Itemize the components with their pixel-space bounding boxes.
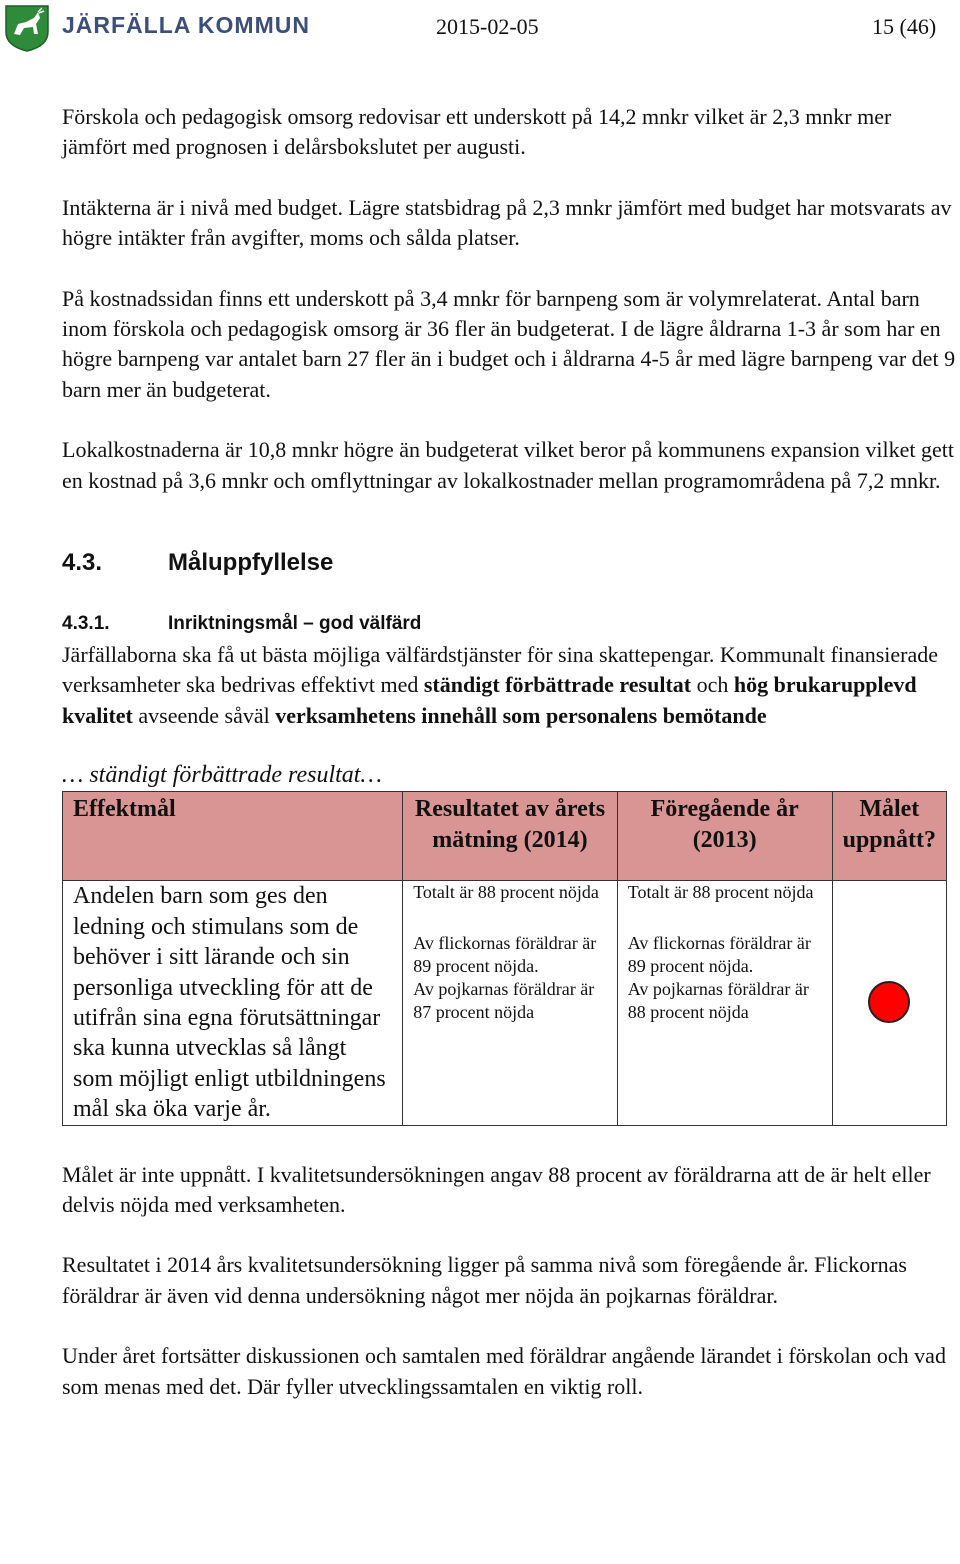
paragraph: Resultatet i 2014 års kvalitetsundersökning ligger på samma nivå som föregående år. Flickornas föräldrar är även vid denna undersökning något mer nöjda än pojkarnas föräldrar. bbox=[62, 1252, 907, 1308]
effect-goal-description: Andelen barn som ges den ledning och stimulans som de behöver i sitt lärande och sin personliga utveckling för att de utifrån sina egna förutsättningar ska kunna utvecklas så långt som möjligt enligt utbildningens mål ska öka varje år. bbox=[63, 881, 403, 1125]
current-result-cell bbox=[403, 881, 618, 1125]
table-subheading: … ständigt förbättrade resultat… bbox=[62, 762, 382, 789]
previous-total: Totalt är 88 procent nöjda bbox=[627, 882, 814, 903]
municipal-crest-logo bbox=[4, 4, 50, 52]
current-girls: Av flickornas föräldrar är 89 procent nöjda. bbox=[413, 933, 597, 977]
goal-text: Järfällaborna ska få ut bästa möjliga välfärdstjänster för sina skattepengar. Kommunalt finansierade verksamheter ska bedrivas effektivt med bbox=[62, 642, 939, 698]
goal-emphasis: verksamhetens innehåll som personalens bemötande bbox=[275, 702, 767, 728]
subsection-heading bbox=[62, 612, 957, 636]
brand-name: JÄRFÄLLA KOMMUN bbox=[62, 12, 310, 38]
section-title: Måluppfyllelse bbox=[168, 549, 334, 577]
paragraph: Förskola och pedagogisk omsorg redovisar ett underskott på 14,2 mnkr vilket är 2,3 mnkr mer jämfört med prognosen i delårsbokslutet per augusti. bbox=[62, 104, 892, 160]
subsection-number: 4.3.1. bbox=[62, 613, 110, 635]
page-number: 15 (46) bbox=[872, 14, 937, 39]
paragraph: Lokalkostnaderna är 10,8 mnkr högre än budgeterat vilket beror på kommunens expansion vilket gett en kostnad på 3,6 mnkr och omflyttningar av lokalkostnader mellan programområdena på 7,2 mnkr. bbox=[62, 437, 954, 493]
section-heading bbox=[62, 548, 957, 578]
goal-text: och bbox=[691, 672, 734, 698]
page-header bbox=[0, 0, 960, 60]
paragraph: Intäkterna är i nivå med budget. Lägre statsbidrag på 2,3 mnkr jämfört med budget har motsvarats av högre intäkter från avgifter, moms och sålda platser. bbox=[62, 194, 952, 251]
column-header: Resultatet av årets mätning (2014) bbox=[403, 792, 618, 881]
table-row bbox=[63, 881, 947, 1125]
effect-goal-table bbox=[62, 791, 947, 1125]
goal-text: avseende såväl bbox=[132, 702, 276, 728]
section-number: 4.3. bbox=[62, 549, 103, 577]
previous-result-cell bbox=[617, 881, 832, 1125]
document-date: 2015-02-05 bbox=[436, 14, 539, 39]
table-header-row bbox=[63, 792, 947, 881]
current-boys: Av pojkarnas föräldrar är 87 procent nöjda bbox=[413, 979, 595, 1023]
subsection-title: Inriktningsmål – god välfärd bbox=[168, 613, 422, 635]
paragraph: På kostnadssidan finns ett underskott på 3,4 mnkr för barnpeng som är volymrelaterat. Antal barn inom förskola och pedagogisk omsorg är 36 fler än budgeterat. I de lägre åldrarna 1-3 år som har en högre barnpeng var antalet barn 27 fler än i budget och i åldrarna 4-5 år med lägre barnpeng var det 9 barn mer än budgeterat. bbox=[62, 285, 956, 402]
previous-boys: Av pojkarnas föräldrar är 88 procent nöjda bbox=[627, 979, 809, 1023]
goal-emphasis: hög brukarupplevd kvalitet bbox=[62, 672, 917, 728]
goal-emphasis: ständigt förbättrade resultat bbox=[423, 672, 692, 698]
column-header: Målet uppnått? bbox=[832, 792, 946, 881]
column-header: Föregående år (2013) bbox=[617, 792, 832, 881]
current-total: Totalt är 88 procent nöjda bbox=[413, 882, 599, 903]
paragraph: Under året fortsätter diskussionen och samtalen med föräldrar angående lärandet i förskolan och vad som menas med det. Där fyller utvecklingssamtalen en viktig roll. bbox=[62, 1343, 946, 1399]
previous-girls: Av flickornas föräldrar är 89 procent nöjda. bbox=[627, 933, 811, 977]
column-header: Effektmål bbox=[63, 792, 403, 881]
goal-status-cell bbox=[832, 881, 946, 1125]
paragraph: Målet är inte uppnått. I kvalitetsundersökningen angav 88 procent av föräldrarna att de är helt eller delvis nöjda med verksamheten. bbox=[62, 1161, 931, 1217]
document-body bbox=[62, 102, 957, 1402]
goal-description bbox=[62, 640, 957, 731]
status-red-dot-icon bbox=[868, 981, 910, 1023]
